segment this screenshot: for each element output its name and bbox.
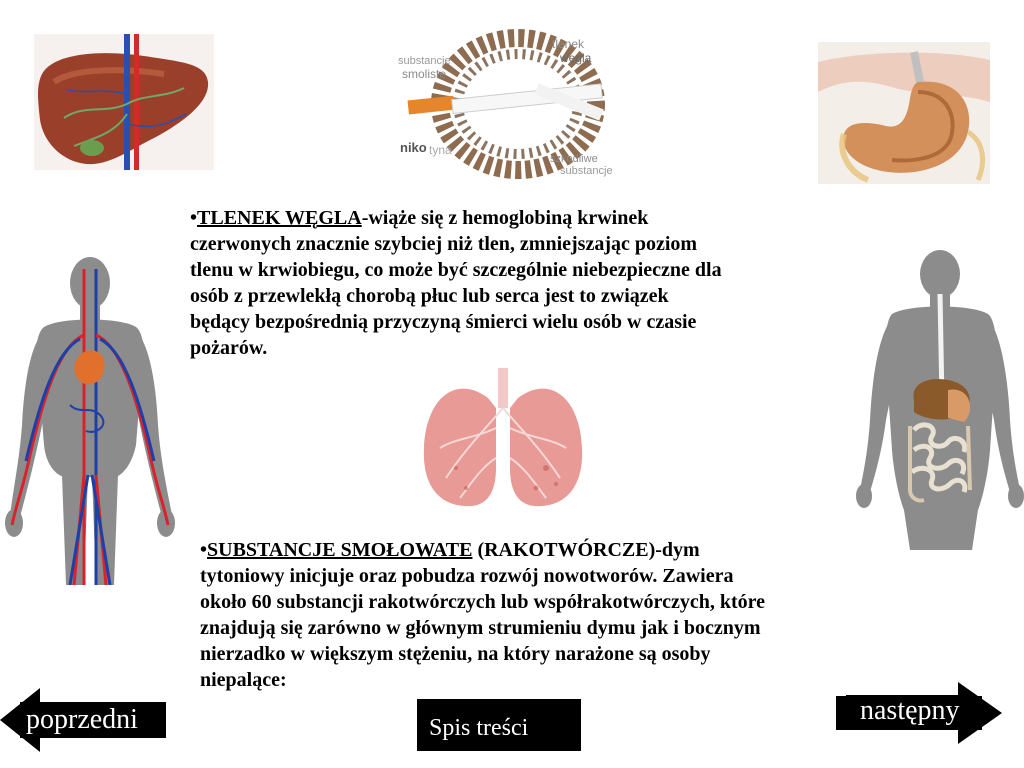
circulatory-system-image bbox=[0, 255, 178, 585]
label-niko: niko bbox=[400, 140, 427, 155]
label-szkodliwe: szkodliwe bbox=[550, 153, 598, 165]
carbon-monoxide-paragraph bbox=[190, 205, 858, 361]
bullet: • bbox=[200, 539, 208, 561]
liver-image bbox=[34, 34, 214, 170]
label-tyna: tyna bbox=[429, 143, 452, 157]
bullet: • bbox=[190, 207, 198, 229]
carbon-monoxide-description: -wiąże się z hemoglobiną krwinek czerwonych znacznie szybciej niż tlen, zmniejszając poziom tlenu w krwiobiegu, co może być szczególnie niebezpieczne dla osób z przewlekłą chorobą płuc lub serca jest to związek będący bezpośrednią przyczyną śmierci wielu osób w czasie pożarów. bbox=[190, 207, 722, 359]
digestive-system-image bbox=[852, 250, 1024, 550]
label-substancje-2: substancje bbox=[560, 165, 613, 177]
table-of-contents-button[interactable] bbox=[417, 699, 581, 751]
label-tlenek: tlenek bbox=[552, 37, 585, 51]
stomach-image bbox=[818, 42, 990, 184]
term-carbon-monoxide: TLENEK WĘGLA bbox=[197, 207, 362, 229]
lungs-image bbox=[416, 368, 590, 512]
label-wegla: węgla bbox=[560, 51, 592, 65]
previous-button[interactable] bbox=[0, 688, 166, 752]
table-of-contents-label: Spis treści bbox=[429, 715, 529, 741]
label-smoliste: smoliste bbox=[402, 67, 447, 81]
tar-substances-description: (RAKOTWÓRCZE)-dym tytoniowy inicjuje oraz pobudza rozwój nowotworów. Zawiera około 60 substancji rakotwórczych lub współrakotwórczych, które znajdują się zarówno w głównym strumieniu dymu jak i bocznym nierzadko w większym stężeniu, na który narażone są osoby niepalące: bbox=[200, 539, 765, 691]
term-tar-substances: SUBSTANCJE SMOŁOWATE bbox=[207, 539, 473, 561]
next-button-label: następny bbox=[846, 695, 966, 727]
label-substancje: substancje bbox=[398, 55, 451, 67]
previous-button-label: poprzedni bbox=[26, 704, 138, 735]
cigarette-image bbox=[384, 24, 632, 184]
tar-substances-paragraph bbox=[200, 537, 924, 693]
next-button[interactable] bbox=[836, 682, 1002, 744]
